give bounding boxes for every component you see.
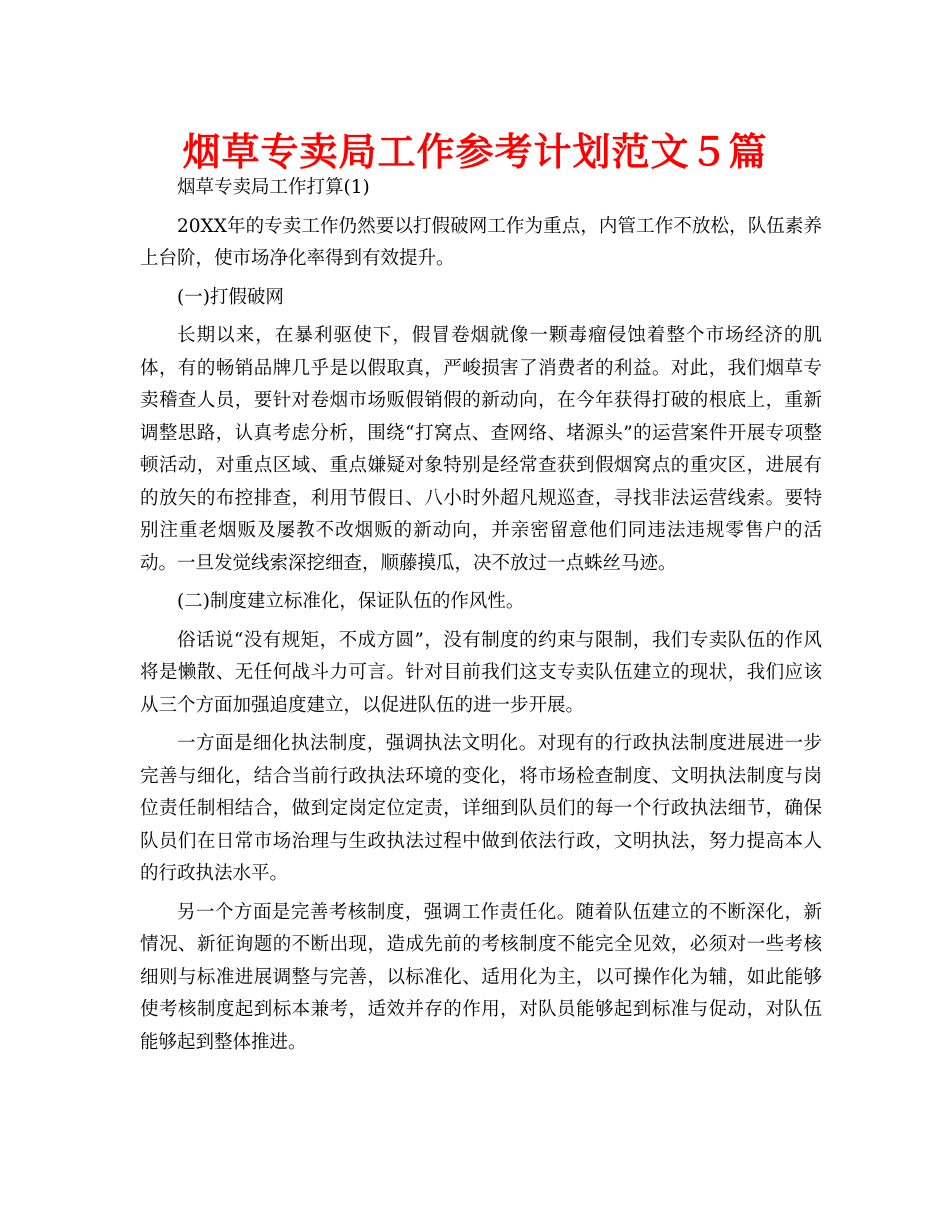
paragraph: 20XX年的专卖工作仍然要以打假破网工作为重点，内管工作不放松，队伍素养上台阶，使市场净化率得到有效提升。 [140,215,822,269]
paragraph: 一方面是细化执法制度，强调执法文明化。对现有的行政执法制度进展进一步完善与细化，结合当前行政执法环境的变化，将市场检查制度、文明执法制度与岗位责任制相结合，做到定岗定位定责，详细到队员们的每一个行政执法细节，确保队员们在日常市场治理与生政执法过程中做到依法行政，文明执法，努力提高本人的行政执法水平。 [140,733,822,884]
paragraph: 另一个方面是完善考核制度，强调工作责任化。随着队伍建立的不断深化，新情况、新征询题的不断出现，造成先前的考核制度不能完全见效，必须对一些考核细则与标准进展调整与完善，以标准化、适用化为主，以可操作化为辅，如此能够使考核制度起到标本兼考，适效并存的作用，对队员能够起到标准与促动，对队伍能够起到整体推进。 [140,901,822,1053]
paragraph: 俗话说“没有规矩，不成方圆”，没有制度的约束与限制，我们专卖队伍的作风将是懒散、无任何战斗力可言。针对目前我们这支专卖队伍建立的现状，我们应该从三个方面加强追度建立，以促进队伍的进一步开展。 [140,629,822,716]
subsection-heading: (二)制度建立标准化，保证队伍的作风性。 [177,591,525,612]
document-title: 烟草专卖局工作参考计划范文５篇 [182,130,768,174]
paragraph: 长期以来，在暴利驱使下，假冒卷烟就像一颗毒瘤侵蚀着整个市场经济的肌体，有的畅销品牌几乎是以假取真，严峻损害了消费者的利益。对此，我们烟草专卖稽查人员，要针对卷烟市场贩假销假的新动向，在今年获得打破的根底上，重新调整思路，认真考虑分析，围绕“打窝点、查网络、堵源头”的运营案件开展专项整顿活动，对重点区域、重点嫌疑对象特别是经常查获到假烟窝点的重灾区，进展有的放矢的布控排查，利用节假日、八小时外超凡规巡查，寻找非法运营线索。要特别注重老烟贩及屡教不改烟贩的新动向，并亲密留意他们同违法违规零售户的活动。一旦发觉线索深挖细查，顺藤摸瓜，决不放过一点蛛丝马迹。 [140,325,822,574]
subsection-heading: (一)打假破网 [177,286,284,308]
section-heading: 烟草专卖局工作打算(1) [177,177,370,198]
document-body [140,172,822,1059]
